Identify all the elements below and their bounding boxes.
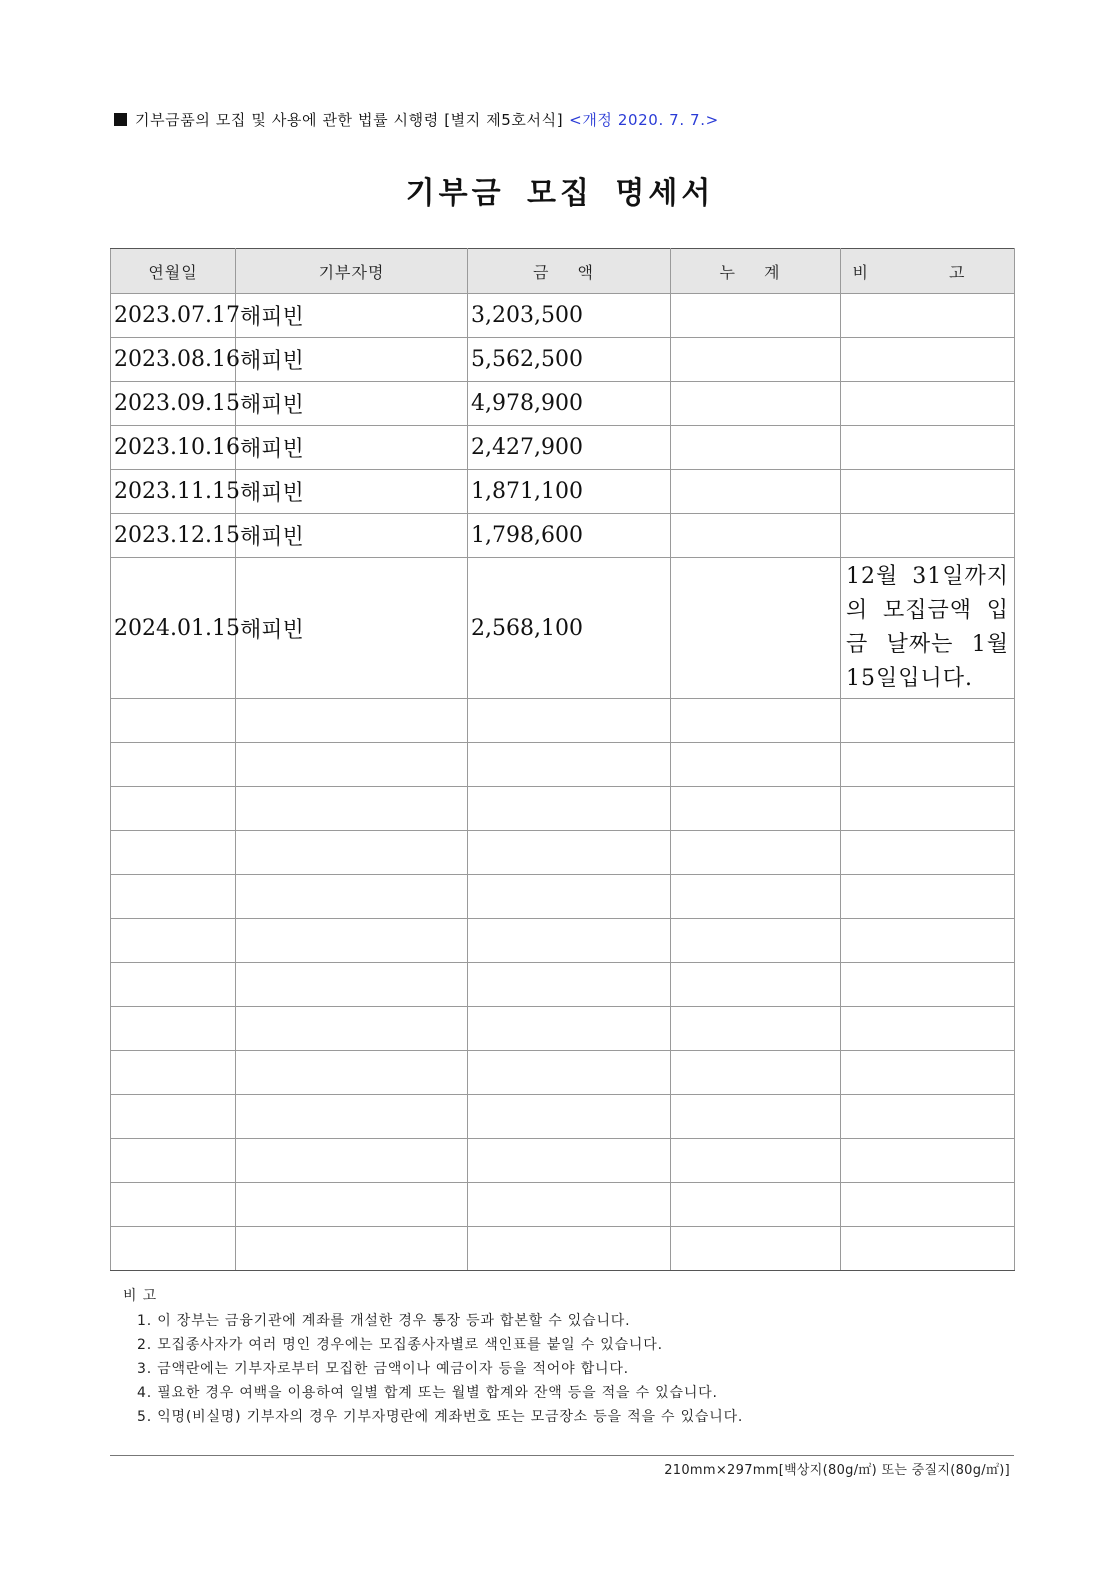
cell-cumulative (671, 1095, 841, 1139)
cell-donor: 해피빈 (236, 426, 468, 470)
cell-donor (236, 1139, 468, 1183)
cell-donor (236, 919, 468, 963)
cell-date (111, 919, 236, 963)
cell-remark (841, 382, 1015, 426)
cell-date (111, 963, 236, 1007)
cell-cumulative (671, 1183, 841, 1227)
cell-amount (468, 963, 671, 1007)
table-row (111, 294, 1015, 338)
cell-cumulative (671, 1051, 841, 1095)
revision-note: <개정 2020. 7. 7.> (569, 111, 719, 129)
cell-donor (236, 831, 468, 875)
cell-remark (841, 1095, 1015, 1139)
cell-remark (841, 514, 1015, 558)
cell-donor (236, 787, 468, 831)
cell-cumulative (671, 470, 841, 514)
empty-table-row (111, 1139, 1015, 1183)
cell-remark (841, 338, 1015, 382)
table-row (111, 426, 1015, 470)
notes-list (123, 1309, 743, 1429)
cell-cumulative (671, 743, 841, 787)
empty-table-row (111, 963, 1015, 1007)
cell-date (111, 1183, 236, 1227)
cell-cumulative (671, 514, 841, 558)
table-row (111, 382, 1015, 426)
cell-amount (468, 699, 671, 743)
cell-remark (841, 963, 1015, 1007)
cell-donor: 해피빈 (236, 382, 468, 426)
cell-amount: 2,568,100 (468, 558, 671, 699)
cell-cumulative (671, 875, 841, 919)
note-item: 3. 금액란에는 기부자로부터 모집한 금액이나 예금이자 등을 적어야 합니다. (137, 1361, 629, 1377)
cell-date: 2023.08.16 (111, 338, 236, 382)
table-header-row (111, 249, 1015, 294)
cell-amount (468, 1139, 671, 1183)
cell-cumulative (671, 919, 841, 963)
cell-amount: 1,798,600 (468, 514, 671, 558)
empty-table-row (111, 1051, 1015, 1095)
cell-cumulative (671, 787, 841, 831)
cell-date: 2024.01.15 (111, 558, 236, 699)
empty-table-row (111, 1095, 1015, 1139)
table-row (111, 338, 1015, 382)
cell-donor (236, 1183, 468, 1227)
cell-date (111, 1007, 236, 1051)
cell-cumulative (671, 1139, 841, 1183)
note-item: 2. 모집종사자가 여러 명인 경우에는 모집종사자별로 색인표를 붙일 수 있습니다. (137, 1337, 663, 1353)
cell-date: 2023.09.15 (111, 382, 236, 426)
cell-remark (841, 294, 1015, 338)
cell-amount (468, 1051, 671, 1095)
cell-donor (236, 743, 468, 787)
cell-date (111, 1139, 236, 1183)
cell-amount: 5,562,500 (468, 338, 671, 382)
cell-date (111, 875, 236, 919)
cell-date: 2023.11.15 (111, 470, 236, 514)
cell-date: 2023.10.16 (111, 426, 236, 470)
cell-date (111, 743, 236, 787)
cell-cumulative (671, 382, 841, 426)
empty-table-row (111, 787, 1015, 831)
cell-remark (841, 831, 1015, 875)
table-row (111, 514, 1015, 558)
cell-amount (468, 875, 671, 919)
cell-amount (468, 1095, 671, 1139)
cell-amount: 3,203,500 (468, 294, 671, 338)
empty-table-row (111, 1007, 1015, 1051)
cell-cumulative (671, 558, 841, 699)
cell-amount (468, 919, 671, 963)
cell-donor (236, 1227, 468, 1271)
cell-amount (468, 1183, 671, 1227)
cell-date (111, 831, 236, 875)
square-bullet-icon (114, 113, 127, 126)
cell-remark (841, 1227, 1015, 1271)
donation-ledger-table (110, 248, 1015, 1271)
cell-amount: 1,871,100 (468, 470, 671, 514)
cell-donor (236, 1051, 468, 1095)
cell-cumulative (671, 338, 841, 382)
notes-heading: 비 고 (123, 1288, 157, 1304)
cell-donor: 해피빈 (236, 514, 468, 558)
empty-table-row (111, 875, 1015, 919)
cell-cumulative (671, 699, 841, 743)
paper-spec: 210mm×297mm[백상지(80g/㎡) 또는 중질지(80g/㎡)] (664, 1463, 1010, 1478)
column-header-remark: 비 고 (841, 249, 1015, 294)
empty-table-row (111, 1227, 1015, 1271)
cell-amount (468, 831, 671, 875)
note-item: 5. 익명(비실명) 기부자의 경우 기부자명란에 계좌번호 또는 모금장소 등을 적을 수 있습니다. (137, 1409, 744, 1425)
column-header-amount: 금 액 (468, 249, 671, 294)
empty-table-row (111, 1183, 1015, 1227)
cell-date (111, 699, 236, 743)
cell-cumulative (671, 831, 841, 875)
cell-amount (468, 743, 671, 787)
cell-remark (841, 787, 1015, 831)
cell-remark (841, 470, 1015, 514)
cell-donor (236, 699, 468, 743)
cell-cumulative (671, 1007, 841, 1051)
cell-date (111, 1051, 236, 1095)
cell-donor (236, 875, 468, 919)
cell-remark (841, 1139, 1015, 1183)
cell-date (111, 1095, 236, 1139)
cell-cumulative (671, 963, 841, 1007)
cell-amount (468, 1007, 671, 1051)
cell-donor: 해피빈 (236, 558, 468, 699)
note-item: 1. 이 장부는 금융기관에 계좌를 개설한 경우 통장 등과 합본할 수 있습니다. (137, 1313, 631, 1329)
cell-remark: 12월 31일까지의 모집금액 입금 날짜는 1월 15일입니다. (841, 558, 1015, 699)
cell-donor: 해피빈 (236, 470, 468, 514)
cell-cumulative (671, 1227, 841, 1271)
empty-table-row (111, 919, 1015, 963)
cell-amount: 4,978,900 (468, 382, 671, 426)
cell-remark (841, 1183, 1015, 1227)
table-row (111, 470, 1015, 514)
cell-date (111, 1227, 236, 1271)
cell-remark (841, 1007, 1015, 1051)
column-header-donor: 기부자명 (236, 249, 468, 294)
cell-date: 2023.07.17 (111, 294, 236, 338)
cell-date (111, 787, 236, 831)
cell-amount (468, 787, 671, 831)
table-row (111, 558, 1015, 699)
cell-donor (236, 1007, 468, 1051)
footer-divider (110, 1455, 1014, 1456)
cell-remark (841, 743, 1015, 787)
page-title: 기부금 모집 명세서 (405, 176, 715, 211)
cell-remark (841, 919, 1015, 963)
cell-remark (841, 699, 1015, 743)
note-item: 4. 필요한 경우 여백을 이용하여 일별 합계 또는 월별 합계와 잔액 등을 적을 수 있습니다. (137, 1385, 718, 1401)
cell-donor (236, 963, 468, 1007)
column-header-date: 연월일 (111, 249, 236, 294)
cell-remark (841, 875, 1015, 919)
notes-section (123, 1284, 743, 1429)
cell-cumulative (671, 294, 841, 338)
cell-cumulative (671, 426, 841, 470)
legal-reference-text: 기부금품의 모집 및 사용에 관한 법률 시행령 [별지 제5호서식] (135, 111, 564, 129)
cell-remark (841, 1051, 1015, 1095)
column-header-cumulative: 누 계 (671, 249, 841, 294)
cell-donor (236, 1095, 468, 1139)
legal-reference-line (114, 109, 719, 130)
cell-date: 2023.12.15 (111, 514, 236, 558)
cell-amount (468, 1227, 671, 1271)
empty-table-row (111, 743, 1015, 787)
cell-amount: 2,427,900 (468, 426, 671, 470)
empty-table-row (111, 831, 1015, 875)
cell-donor: 해피빈 (236, 338, 468, 382)
cell-remark (841, 426, 1015, 470)
cell-donor: 해피빈 (236, 294, 468, 338)
empty-table-row (111, 699, 1015, 743)
